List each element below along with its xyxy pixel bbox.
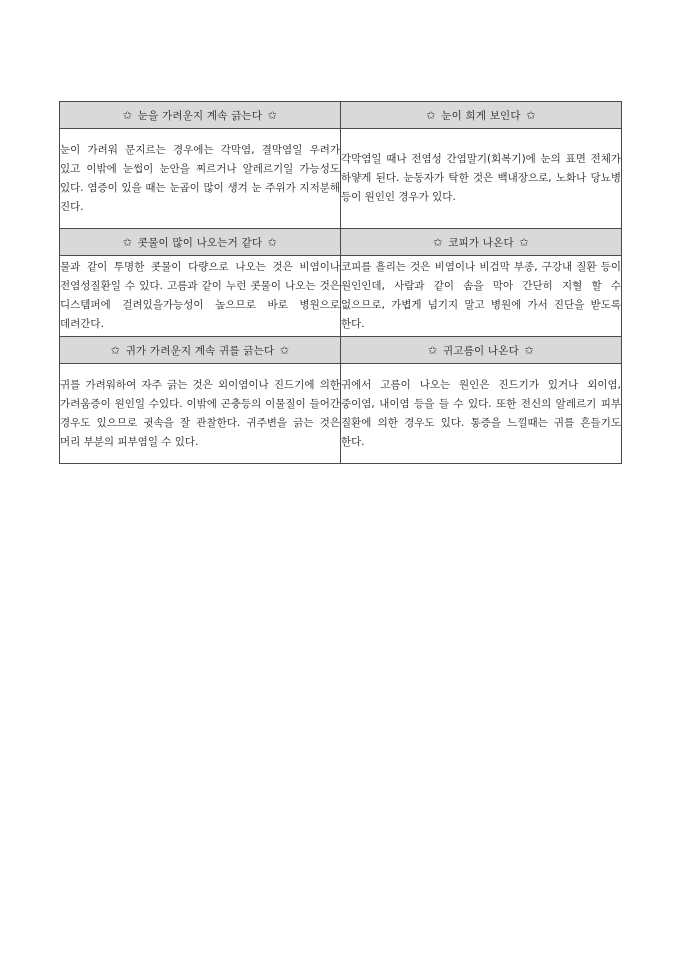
star-icon: ✩ xyxy=(519,235,529,249)
star-icon: ✩ xyxy=(122,108,133,122)
star-icon: ✩ xyxy=(526,108,536,122)
section-header-eye-white xyxy=(341,102,622,129)
section-title: 귀가 가려운지 계속 귀를 긁는다 xyxy=(125,344,275,357)
star-icon: ✩ xyxy=(267,235,278,249)
section-body-runny-nose: 물과 같이 투명한 콧물이 다량으로 나오는 것은 비염이나 전염성질환일 수 있다. 고름과 같이 누런 콧물이 나오는 것은 디스템퍼에 걸려있을가능성이 높으므로 바로 병원으로 데려간다. xyxy=(60,256,341,337)
table-row-header xyxy=(60,337,622,364)
star-icon: ✩ xyxy=(122,235,133,249)
section-header-ear-itch xyxy=(60,337,341,364)
table-row-body xyxy=(60,256,622,337)
section-title: 눈이 희게 보인다 xyxy=(441,109,521,122)
section-body-eye-itch: 눈이 가려워 문지르는 경우에는 각막염, 결막염일 우려가 있고 이밖에 눈썹이 눈안을 찌르거나 알레르기일 가능성도 있다. 염증이 있을 때는 눈곱이 많이 생겨 눈 주위가 지저분해 진다. xyxy=(60,129,341,229)
table-row-header xyxy=(60,229,622,256)
section-header-nosebleed xyxy=(341,229,622,256)
star-icon: ✩ xyxy=(524,343,534,357)
section-title: 눈을 가려운지 계속 긁는다 xyxy=(137,109,263,122)
table-row-body xyxy=(60,364,622,464)
section-header-eye-itch xyxy=(60,102,341,129)
section-header-runny-nose xyxy=(60,229,341,256)
star-icon: ✩ xyxy=(428,343,438,357)
star-icon: ✩ xyxy=(426,108,436,122)
section-title: 코피가 나온다 xyxy=(448,236,514,249)
symptom-table xyxy=(59,101,622,464)
section-header-ear-discharge xyxy=(341,337,622,364)
star-icon: ✩ xyxy=(433,235,443,249)
section-title: 귀고름이 나온다 xyxy=(443,344,519,357)
section-body-eye-white: 각막염일 때나 전염성 간염말기(회복기)에 눈의 표면 전체가 하얗게 된다. 눈동자가 탁한 것은 백내장으로, 노화나 당뇨병 등이 원인인 경우가 있다. xyxy=(341,129,622,229)
section-body-ear-itch: 귀를 가려워하여 자주 긁는 것은 외이염이나 진드기에 의한 가려움증이 원인일 수있다. 이밖에 곤충등의 이물질이 들어간 경우도 있으므로 귓속을 잘 관찰한다. 귀주변을 긁는 것은 머리 부분의 피부염일 수 있다. xyxy=(60,364,341,464)
star-icon: ✩ xyxy=(110,343,121,357)
star-icon: ✩ xyxy=(279,343,290,357)
section-body-nosebleed: 코피를 흘리는 것은 비염이나 비검막 부종, 구강내 질환 등이 원인인데, 사람과 같이 솜을 막아 간단히 지혈 할 수 없으므로, 가볍게 넘기지 말고 병원에 가서 진단을 받도록 한다. xyxy=(341,256,622,337)
section-title: 콧물이 많이 나오는거 같다 xyxy=(137,236,263,249)
section-body-ear-discharge: 귀에서 고름이 나오는 원인은 진드기가 있거나 외이염, 중이염, 내이염 등을 들 수 있다. 또한 전신의 알레르기 피부 질환에 의한 경우도 있다. 통증을 느낄때는 귀를 흔들기도 한다. xyxy=(341,364,622,464)
table-row-body xyxy=(60,129,622,229)
table-row-header xyxy=(60,102,622,129)
star-icon: ✩ xyxy=(267,108,278,122)
